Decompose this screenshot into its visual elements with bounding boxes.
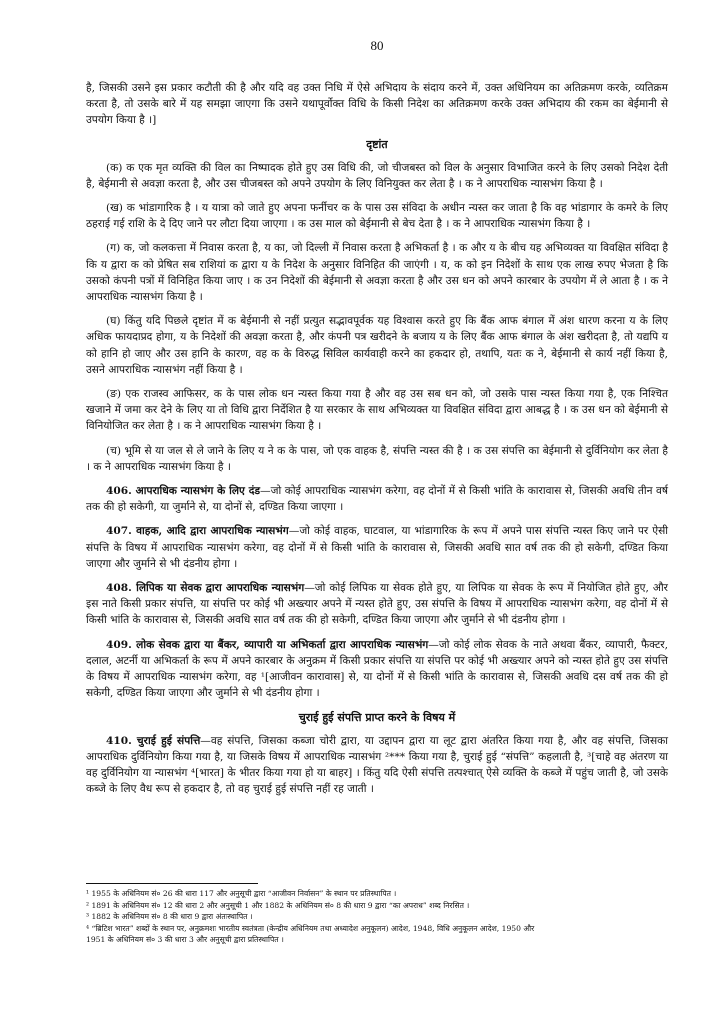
illustration-d: (घ) किंतु यदि पिछले दृष्टांत में क बेईमानी से नहीं प्रत्युत सद्भावपूर्वक यह विश्वास करते हुए कि बैंक आफ बंगाल में अंश धारण करना य के लिए अधिक फायदाप्रद होगा, य के निदेशों की अवज्ञा करता है, और कंपनी पत्र खरीदने के बजाय य के लिए बैंक आफ बंगाल के अंश खरीदता है, तो यद्यपि य को हानि हो जाए और उस हानि के कारण, वह क के विरुद्ध सिविल कार्यवाही करने का हकदार हो, तथापि, यतः क ने, बेईमानी से कार्य नहीं किया है, उसने आपराधिक न्यासभंग नहीं किया है । xyxy=(86,315,668,376)
intro-paragraph: है, जिसकी उसने इस प्रकार कटौती की है और यदि वह उक्त निधि में ऐसे अभिदाय के संदाय करने में, उक्त अधिनियम का अतिक्रमण करके, व्यतिक्रम करता है, तो उसके बारे में यह समझा जाएगा कि उसने यथापूर्वोक्त विधि के किसी निदेश का अतिक्रमण करके उक्त अभिदाय की रकम का बेईमानी से उपयोग किया है ।] xyxy=(86,82,668,127)
page-number: 80 xyxy=(370,38,384,53)
footnote-4-continued: 1951 के अधिनियम सं० 3 की धारा 3 और अनुसूची द्वारा प्रतिस्थापित । xyxy=(86,935,284,945)
section-408-title: 408. लिपिक या सेवक द्वारा आपराधिक न्यासभंग xyxy=(106,582,305,595)
section-406-text: —जो कोई आपराधिक न्यासभंग करेगा, वह दोनों में से किसी भांति के कारावास से, जिसकी अवधि तीन वर्ष तक की हो सकेगी, या जुर्माने से, या दोनों से, दण्डित किया जाएगा । xyxy=(86,485,669,514)
section-410-title: 410. चुराई हुई संपत्ति xyxy=(106,734,201,747)
section-406 xyxy=(86,483,668,515)
document-page xyxy=(86,38,668,805)
footnote-rule xyxy=(86,883,258,884)
footnote-2: ² 1891 के अधिनियम सं० 12 की धारा 2 और अनुसूची 1 और 1882 के अधिनियम सं० 8 की धारा 9 द्वारा “का अपराध” शब्द निरसित । xyxy=(86,900,470,910)
section-410-text: —वह संपत्ति, जिसका कब्जा चोरी द्वारा, या उद्दापन द्वारा या लूट द्वारा अंतरित किया गया है, और वह संपत्ति, जिसका आपराधिक दुर्विनियोग किया गया है, या जिसके विषय में आपराधिक न्यासभंग ²*** किया गया है, चुराई हुई “संपत्ति” कहलाती है, ³[चाहे वह अंतरण या वह दुर्विनियोग या न्यासभंग ⁴[भारत] के भीतर किया गया हो या बाहर] । किंतु यदि ऐसी संपत्ति तत्पश्चात् ऐसे व्यक्ति के कब्जे में पहुंच जाती है, जो उसके कब्जे के लिए वैध रूप से हकदार है, तो वह चुराई हुई संपत्ति नहीं रह जाती । xyxy=(86,734,668,796)
section-408 xyxy=(86,580,668,629)
illustration-a: (क) क एक मृत व्यक्ति की विल का निष्पादक होते हुए उस विधि की, जो चीजबस्त को विल के अनुसार विभाजित करने के लिए उसको निदेश देती है, बेईमानी से अवज्ञा करता है, और उस चीजबस्त को अपने उपयोग के लिए विनियुक्त कर लेता है । क ने आपराधिक न्यासभंग किया है । xyxy=(86,161,668,190)
footnote-3: ³ 1882 के अधिनियम सं० 8 की धारा 9 द्वारा अंतःस्थापित । xyxy=(86,912,253,922)
footnote-4: ⁴ “ब्रिटिश भारत” शब्दों के स्थान पर, अनुक्रमशः भारतीय स्वतंत्रता (केन्द्रीय अधिनियम तथा अध्यादेश अनुकूलन) आदेश, 1948, विधि अनुकूलन आदेश, 1950 और xyxy=(86,923,535,933)
section-408-text: —जो कोई लिपिक या सेवक होते हुए, या लिपिक या सेवक के रूप में नियोजित होते हुए, और इस नाते किसी प्रकार संपत्ति, या संपत्ति पर कोई भी अख्त्यार अपने में न्यस्त होते हुए, उस संपत्ति के विषय में आपराधिक न्यासभंग करेगा, वह दोनों में से किसी भांति के कारावास से, जिसकी अवधि सात वर्ष तक की हो सकेगी, दण्डित किया जाएगा और जुर्माने से भी दंडनीय होगा । xyxy=(86,582,668,627)
illustrations-heading: दृष्टांत xyxy=(366,137,388,151)
section-406-title: 406. आपराधिक न्यासभंग के लिए दंड xyxy=(106,485,261,498)
section-409 xyxy=(86,637,668,702)
section-409-title: 409. लोक सेवक द्वारा या बैंकर, व्यापारी या अभिकर्ता द्वारा आपराधिक न्यासभंग xyxy=(106,638,429,651)
footnotes xyxy=(86,883,668,946)
section-409-text: —जो कोई लोक सेवक के नाते अथवा बैंकर, व्यापारी, फैक्टर, दलाल, अटर्नी या अभिकर्ता के रूप में अपने कारबार के अनुक्रम में किसी प्रकार संपत्ति या संपत्ति पर कोई भी अख्त्यार अपने को न्यस्त होते हुए उस संपत्ति के विषय में आपराधिक न्यासभंग करेगा, वह ¹[आजीवन कारावास] से, या दोनों में से किसी भांति के कारावास से, जिसकी अवधि दस वर्ष तक की हो सकेगी, दण्डित किया जाएगा और जुर्माने से भी दंडनीय होगा । xyxy=(86,638,668,700)
section-410 xyxy=(86,733,668,798)
footnote-1: ¹ 1955 के अधिनियम सं० 26 की धारा 117 और अनुसूची द्वारा “आजीवन निर्वासन” के स्थान पर प्रतिस्थापित । xyxy=(86,889,397,898)
illustration-b: (ख) क भांडागारिक है । य यात्रा को जाते हुए अपना फर्नीचर क के पास उस संविदा के अधीन न्यस्त कर जाता है कि वह भांडागार के कमरे के लिए ठहराई गई राशि के दे दिए जाने पर लौटा दिया जाएगा । क उस माल को बेईमानी से बेच देता है । क ने आपराधिक न्यासभंग किया है । xyxy=(86,202,668,231)
stolen-property-heading: चुराई हुई संपत्ति प्राप्त करने के विषय में xyxy=(298,710,456,724)
section-407 xyxy=(86,523,668,572)
illustration-e: (ङ) एक राजस्व आफिसर, क के पास लोक धन न्यस्त किया गया है और वह उस सब धन को, जो उसके पास न्यस्त किया गया है, एक निश्चित खजाने में जमा कर देने के लिए या तो विधि द्वारा निर्देशित है या सरकार के साथ अभिव्यक्त या विवक्षित संविदा द्वारा आबद्ध है । क उस धन को बेईमानी से विनियोजित कर लेता है । क ने आपराधिक न्यासभंग किया है । xyxy=(86,388,668,433)
illustration-c: (ग) क, जो कलकत्ता में निवास करता है, य का, जो दिल्ली में निवास करता है अभिकर्ता है । क और य के बीच यह अभिव्यक्त या विवक्षित संविदा है कि य द्वारा क को प्रेषित सब राशियां क द्वारा य के निदेश के अनुसार विनिहित की जाएंगी । य, क को इन निदेशों के साथ एक लाख रुपए भेजता है कि उसको कंपनी पत्रों में विनिहित किया जाए । क उन निदेशों की बेईमानी से अवज्ञा करता है और उस धन को अपने कारबार के उपयोग में ले आता है । क ने आपराधिक न्यासभंग किया है । xyxy=(86,242,668,304)
section-407-text: —जो कोई वाहक, घाटवाल, या भांडागारिक के रूप में अपने पास संपत्ति न्यस्त किए जाने पर ऐसी संपत्ति के विषय में आपराधिक न्यासभंग करेगा, वह दोनों में से किसी भांति के कारावास से, जिसकी अवधि सात वर्ष तक की हो सकेगी, दण्डित किया जाएगा और जुर्माने से भी दंडनीय होगा । xyxy=(86,525,669,570)
illustration-f: (च) भूमि से या जल से ले जाने के लिए य ने क के पास, जो एक वाहक है, संपत्ति न्यस्त की है । क उस संपत्ति का बेईमानी से दुर्विनियोग कर लेता है । क ने आपराधिक न्यासभंग किया है । xyxy=(86,444,668,473)
section-407-title: 407. वाहक, आदि द्वारा आपराधिक न्यासभंग xyxy=(106,525,289,538)
